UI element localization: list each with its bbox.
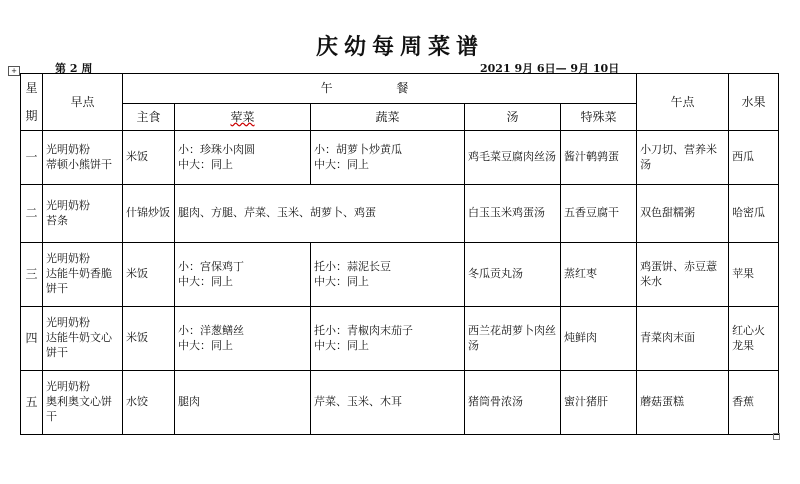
snack-header: 午点 (637, 74, 729, 131)
staple-cell: 水饺 (123, 371, 175, 435)
veg-dish-header: 蔬菜 (311, 104, 465, 131)
table-anchor-icon[interactable]: + (8, 66, 20, 76)
lunch-header: 午 餐 (123, 74, 637, 104)
staple-cell: 米饭 (123, 243, 175, 307)
special-cell: 蜜汁猪肝 (561, 371, 637, 435)
meat-cell: 腿肉 (175, 371, 311, 435)
breakfast-cell: 光明奶粉 苔条 (43, 185, 123, 243)
soup-header: 汤 (465, 104, 561, 131)
snack-cell: 蘑菇蛋糕 (637, 371, 729, 435)
breakfast-cell: 光明奶粉 蒂顿小熊饼干 (43, 131, 123, 185)
day-cell: 四 (21, 307, 43, 371)
breakfast-header: 早点 (43, 74, 123, 131)
day-header: 星 期 (21, 74, 43, 131)
menu-row-monday (21, 131, 779, 185)
date-range: 2021 9月 6日— 9月 10日 (480, 62, 620, 75)
snack-cell: 鸡蛋饼、赤豆薏米水 (637, 243, 729, 307)
fruit-cell: 苹果 (729, 243, 779, 307)
soup-cell: 猪筒骨浓汤 (465, 371, 561, 435)
snack-cell: 小刀切、营养米汤 (637, 131, 729, 185)
veg-cell: 托小：蒜泥长豆 中大：同上 (311, 243, 465, 307)
meat-cell: 小：珍珠小肉圆 中大：同上 (175, 131, 311, 185)
special-cell: 五香豆腐干 (561, 185, 637, 243)
staple-cell: 米饭 (123, 131, 175, 185)
table-resize-handle[interactable] (773, 433, 780, 440)
week-label: 第 2 周 (55, 62, 93, 75)
fruit-cell: 西瓜 (729, 131, 779, 185)
day-cell: 五 (21, 371, 43, 435)
menu-title: 庆幼每周菜谱 (315, 34, 484, 60)
menu-row-tuesday (21, 185, 779, 243)
veg-cell: 小：胡萝卜炒黄瓜 中大：同上 (311, 131, 465, 185)
breakfast-cell: 光明奶粉 达能牛奶文心饼干 (43, 307, 123, 371)
special-header: 特殊菜 (561, 104, 637, 131)
meat-dish-header: 荤菜 (175, 104, 311, 131)
menu-row-wednesday (21, 243, 779, 307)
staple-cell: 米饭 (123, 307, 175, 371)
veg-cell: 芹菜、玉米、木耳 (311, 371, 465, 435)
soup-cell: 西兰花胡萝卜肉丝汤 (465, 307, 561, 371)
breakfast-cell: 光明奶粉 达能牛奶香脆饼干 (43, 243, 123, 307)
meat-cell: 小：洋葱鳝丝 中大：同上 (175, 307, 311, 371)
veg-cell: 托小：青椒肉末茄子 中大：同上 (311, 307, 465, 371)
soup-cell: 冬瓜贡丸汤 (465, 243, 561, 307)
weekly-menu-table (20, 73, 779, 435)
day-cell: 二 (21, 185, 43, 243)
meat-cell: 小：宫保鸡丁 中大：同上 (175, 243, 311, 307)
day-cell: 三 (21, 243, 43, 307)
staple-header: 主食 (123, 104, 175, 131)
special-cell: 酱汁鹌鹑蛋 (561, 131, 637, 185)
staple-cell: 什锦炒饭 (123, 185, 175, 243)
menu-row-friday (21, 371, 779, 435)
snack-cell: 青菜肉末面 (637, 307, 729, 371)
breakfast-cell: 光明奶粉 奥利奥文心饼干 (43, 371, 123, 435)
special-cell: 炖鲜肉 (561, 307, 637, 371)
combined-dish-cell: 腿肉、方腿、芹菜、玉米、胡萝卜、鸡蛋 (175, 185, 465, 243)
fruit-header: 水果 (729, 74, 779, 131)
snack-cell: 双色甜糯粥 (637, 185, 729, 243)
fruit-cell: 香蕉 (729, 371, 779, 435)
fruit-cell: 红心火龙果 (729, 307, 779, 371)
soup-cell: 鸡毛菜豆腐肉丝汤 (465, 131, 561, 185)
fruit-cell: 哈密瓜 (729, 185, 779, 243)
day-cell: 一 (21, 131, 43, 185)
menu-row-thursday (21, 307, 779, 371)
special-cell: 蒸红枣 (561, 243, 637, 307)
soup-cell: 白玉玉米鸡蛋汤 (465, 185, 561, 243)
